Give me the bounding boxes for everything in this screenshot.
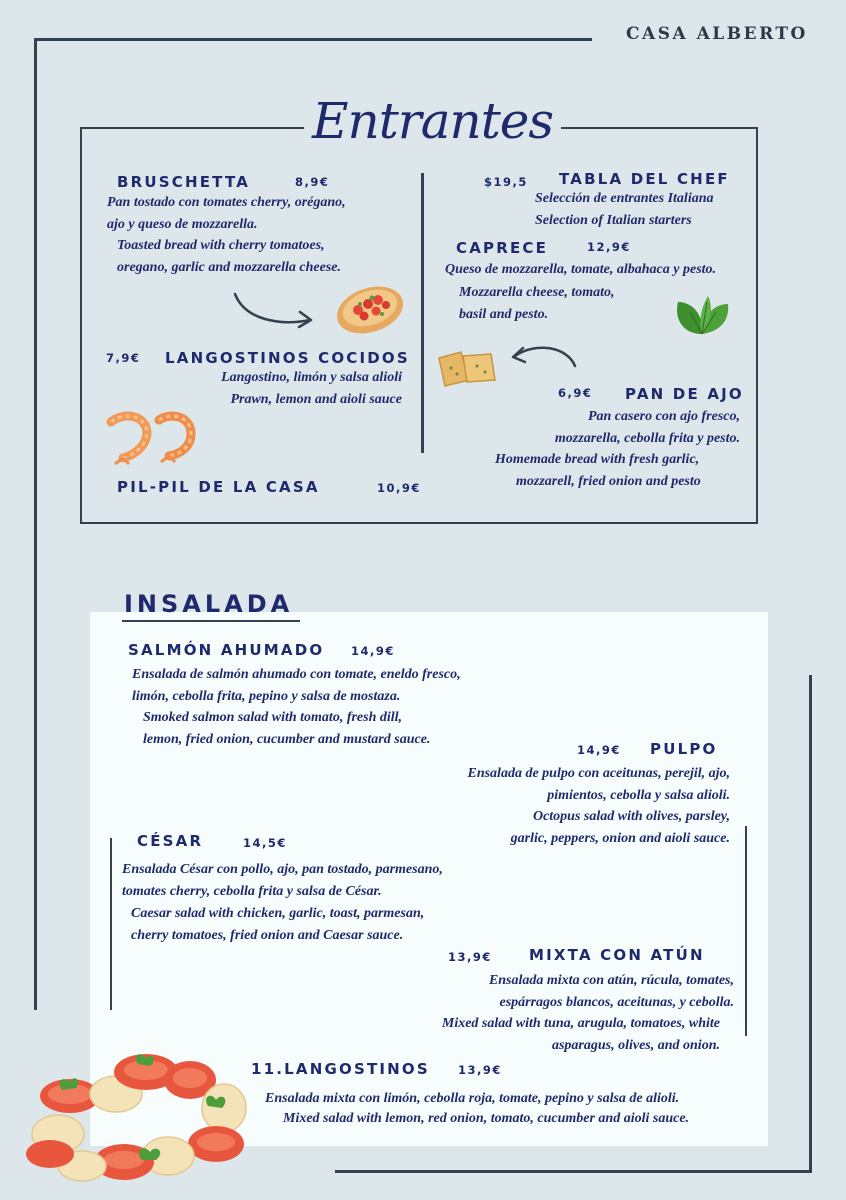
frame-left-line	[34, 38, 37, 1010]
dish-name: CAPRECE	[456, 239, 549, 257]
curved-arrow-icon	[230, 290, 320, 335]
dish-name: MIXTA CON ATÚN	[529, 946, 705, 964]
shrimp-illustration	[103, 410, 199, 465]
insalada-right-rule	[745, 826, 747, 1036]
dish-price: 8,9€	[295, 175, 330, 189]
insalada-title: INSALADA	[124, 590, 294, 618]
dish-name: BRUSCHETTA	[117, 173, 251, 191]
dish-name: SALMÓN AHUMADO	[128, 641, 325, 659]
dish-price: 13,9€	[448, 950, 492, 964]
dish-description: Ensalada de pulpo con aceitunas, perejil, ajo, pimientos, cebolla y salsa alioli. Octopus salad with olives, parsley, garlic, peppers, onion and aioli sauce.	[467, 766, 730, 846]
dish-price: 6,9€	[558, 386, 593, 400]
dish-description-en: Mixed salad with lemon, red onion, tomato, cucumber and aioli sauce.	[283, 1111, 690, 1126]
frame-top-line	[34, 38, 592, 41]
dish-name: PAN DE AJO	[625, 385, 744, 403]
garlic-bread-illustration	[435, 346, 499, 390]
frame-right-line	[809, 675, 812, 1173]
dish-price: 7,9€	[106, 351, 141, 365]
dish-description: Queso de mozzarella, tomate, albahaca y pesto.	[445, 262, 717, 277]
dish-price: 13,9€	[458, 1063, 502, 1077]
entrantes-title: Entrantes	[304, 92, 561, 150]
dish-description-en: Mixed salad with tuna, arugula, tomatoes, white asparagus, olives, and onion.	[441, 1016, 720, 1053]
frame-bottom-line	[335, 1170, 811, 1173]
dish-name: PULPO	[650, 740, 718, 758]
insalada-left-rule	[110, 838, 112, 1010]
dish-description: Ensalada de salmón ahumado con tomate, eneldo fresco, limón, cebolla frita, pepino y salsa de mostaza.	[132, 667, 461, 704]
dish-description-en: Homemade bread with fresh garlic, mozzarell, fried onion and pesto	[495, 452, 701, 489]
insalada-underline	[122, 620, 300, 622]
entrantes-divider	[421, 173, 424, 453]
dish-description-en: Caesar salad with chicken, garlic, toast, parmesan, cherry tomatoes, fried onion and Caesar sauce.	[131, 906, 425, 943]
bruschetta-illustration	[330, 280, 410, 335]
dish-description: Langostino, limón y salsa alioli Prawn, lemon and aioli sauce	[221, 370, 402, 407]
dish-name: LANGOSTINOS COCIDOS	[165, 349, 410, 367]
dish-price: 14,9€	[577, 743, 621, 757]
dish-description: Pan tostado con tomates cherry, orégano, ajo y queso de mozzarella.	[107, 195, 346, 232]
dish-price: 14,5€	[243, 836, 287, 850]
dish-name: 11.LANGOSTINOS	[251, 1060, 430, 1078]
dish-description-en: Smoked salmon salad with tomato, fresh dill, lemon, fried onion, cucumber and mustard sauce.	[143, 710, 431, 747]
dish-description: Ensalada mixta con limón, cebolla roja, tomate, pepino y salsa de alioli.	[265, 1091, 680, 1106]
dish-name: CÉSAR	[137, 832, 204, 850]
curved-arrow-icon	[505, 340, 580, 375]
dish-description-en: Mozzarella cheese, tomato, basil and pesto.	[459, 285, 615, 322]
caprese-plate-illustration	[18, 1050, 250, 1184]
dish-description: Selección de entrantes Italiana Selection of Italian starters	[535, 191, 714, 228]
dish-name: PIL-PIL DE LA CASA	[117, 478, 320, 496]
dish-price: 12,9€	[587, 240, 631, 254]
brand-name: CASA ALBERTO	[626, 24, 808, 44]
dish-price: 14,9€	[351, 644, 395, 658]
dish-price: 10,9€	[377, 481, 421, 495]
dish-description-en: Toasted bread with cherry tomatoes, oregano, garlic and mozzarella cheese.	[117, 238, 341, 275]
dish-price: $19,5	[484, 175, 528, 189]
basil-leaf-icon	[672, 294, 732, 338]
dish-description: Ensalada mixta con atún, rúcula, tomates, espárragos blancos, aceitunas, y cebolla.	[488, 973, 734, 1010]
dish-description: Pan casero con ajo fresco, mozzarella, cebolla frita y pesto.	[554, 409, 740, 446]
dish-name: TABLA DEL CHEF	[559, 170, 730, 188]
dish-description: Ensalada César con pollo, ajo, pan tostado, parmesano, tomates cherry, cebolla frita y salsa de César.	[122, 862, 443, 899]
